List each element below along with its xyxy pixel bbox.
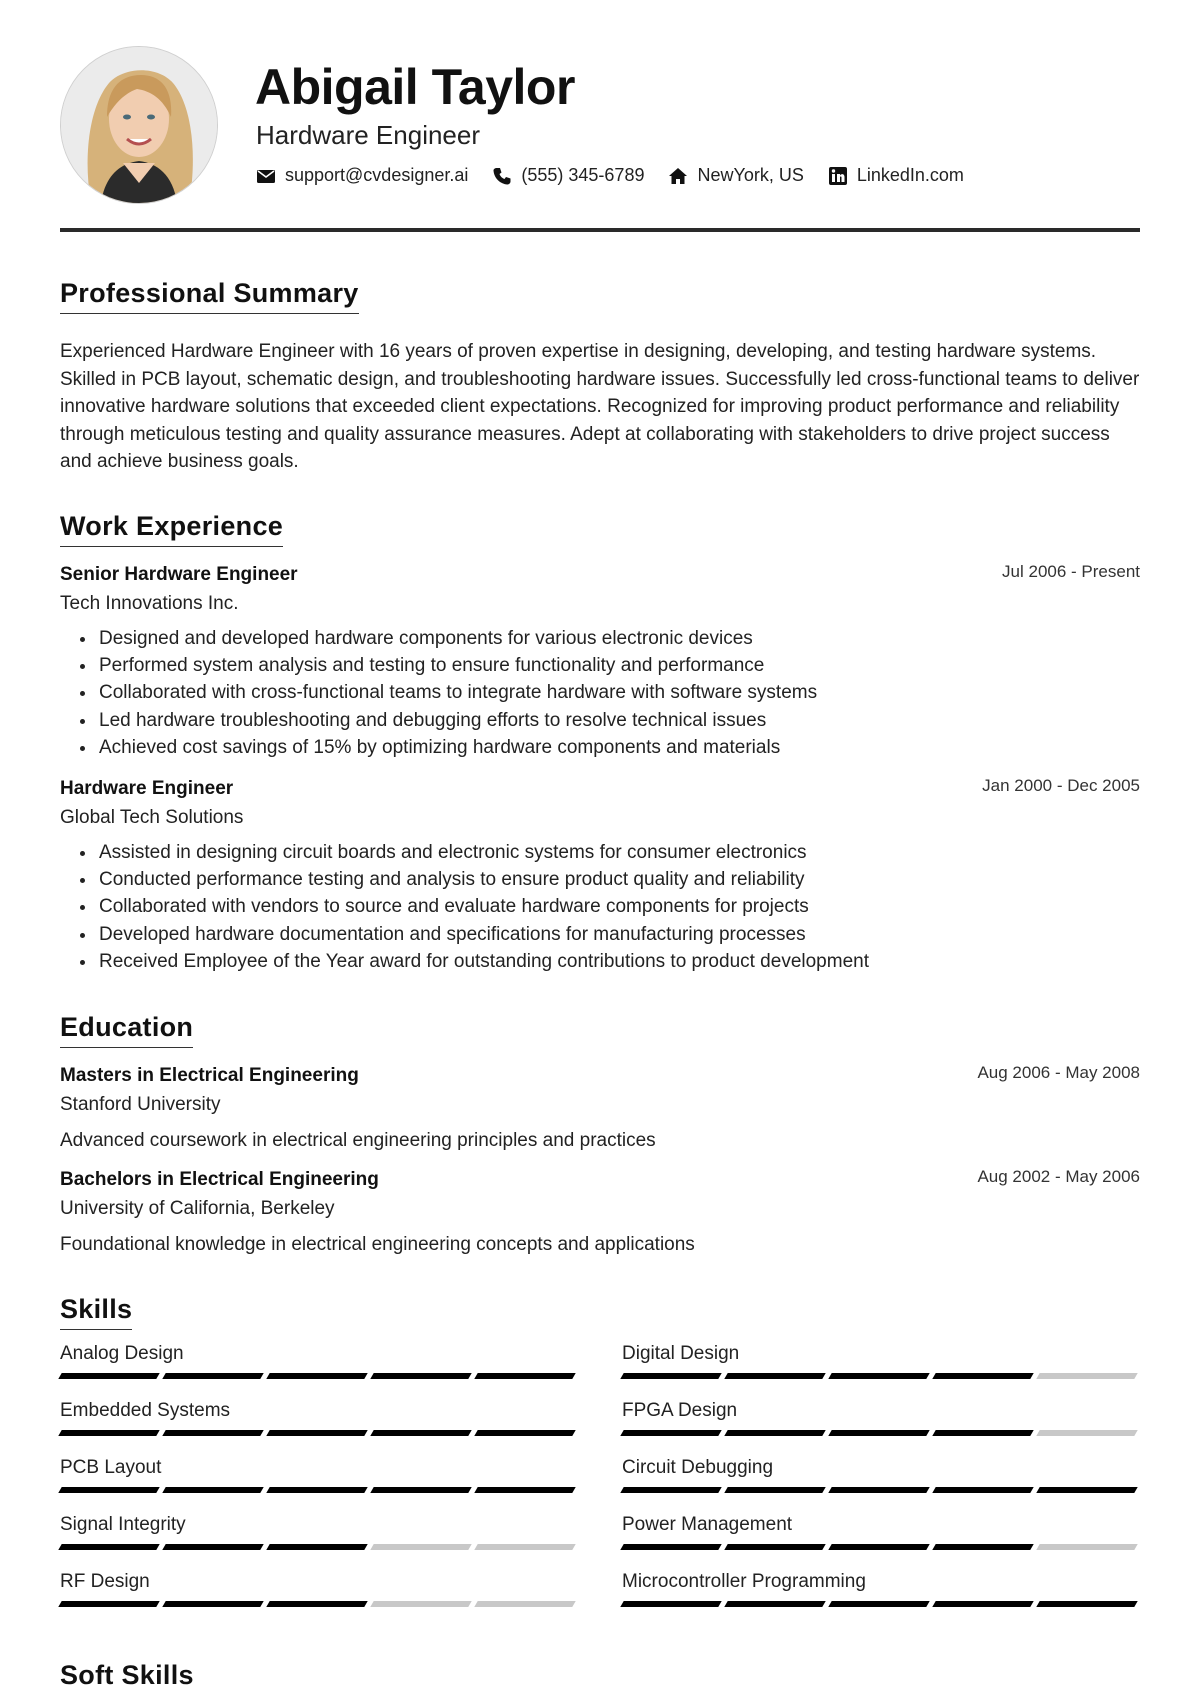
skill-level-segment-filled	[370, 1373, 471, 1379]
skill-item	[622, 1457, 1140, 1493]
skill-level-segment-filled	[620, 1430, 721, 1436]
avatar	[60, 46, 218, 204]
skill-level-segment-filled	[932, 1373, 1033, 1379]
skill-name: Embedded Systems	[60, 1400, 231, 1421]
skill-level-segment-filled	[620, 1544, 721, 1550]
skill-level-segment-filled	[58, 1544, 159, 1550]
skill-level-segment-filled	[266, 1373, 367, 1379]
skill-level-bar	[60, 1430, 578, 1436]
skill-level-segment-empty	[1036, 1373, 1137, 1379]
skill-item	[622, 1571, 1140, 1607]
skill-name: Power Management	[622, 1514, 793, 1535]
experience-heading: Work Experience	[60, 511, 283, 547]
education-school: Stanford University	[60, 1094, 221, 1115]
skill-item	[622, 1514, 1140, 1550]
job-bullet: • Conducted performance testing and analysis to ensure product quality and reliability	[97, 866, 1140, 893]
skill-level-bar	[622, 1544, 1140, 1550]
skill-level-bar	[60, 1544, 578, 1550]
job-entry	[60, 778, 1140, 975]
contact-phone[interactable]	[492, 165, 644, 186]
skill-item	[622, 1400, 1140, 1436]
education-school: University of California, Berkeley	[60, 1198, 335, 1219]
job-company: Tech Innovations Inc.	[60, 593, 239, 614]
job-entry	[60, 564, 1140, 761]
job-bullet: • Collaborated with vendors to source and evaluate hardware components for projects	[97, 893, 1140, 920]
skill-name: Signal Integrity	[60, 1514, 186, 1535]
skill-level-segment-filled	[58, 1430, 159, 1436]
skill-level-bar	[622, 1601, 1140, 1607]
skill-level-segment-filled	[162, 1601, 263, 1607]
candidate-name: Abigail Taylor	[255, 59, 575, 115]
phone-icon	[492, 166, 512, 186]
skill-level-segment-filled	[932, 1601, 1033, 1607]
skill-item	[622, 1343, 1140, 1379]
skill-level-segment-filled	[828, 1487, 929, 1493]
job-bullets	[60, 839, 1140, 975]
skill-level-segment-empty	[474, 1601, 575, 1607]
skill-level-segment-filled	[266, 1544, 367, 1550]
job-bullet: • Received Employee of the Year award for outstanding contributions to product development	[97, 948, 1140, 975]
skill-level-segment-filled	[620, 1487, 721, 1493]
contact-email[interactable]	[256, 165, 468, 186]
contact-phone-text: (555) 345-6789	[521, 165, 645, 185]
skill-level-bar	[60, 1601, 578, 1607]
skill-level-segment-filled	[474, 1487, 575, 1493]
skill-name: Microcontroller Programming	[622, 1571, 866, 1592]
skill-item	[60, 1400, 578, 1436]
skill-name: PCB Layout	[60, 1457, 162, 1478]
skill-level-bar	[622, 1487, 1140, 1493]
education-entry	[60, 1169, 1140, 1258]
skill-level-segment-filled	[828, 1544, 929, 1550]
skill-level-segment-filled	[266, 1487, 367, 1493]
skill-level-segment-filled	[162, 1430, 263, 1436]
job-dates: Jul 2006 - Present	[1002, 562, 1140, 581]
header-divider	[60, 228, 1140, 232]
skill-level-segment-filled	[724, 1601, 825, 1607]
job-bullet: • Collaborated with cross-functional teams to integrate hardware with software systems	[97, 679, 1140, 706]
job-bullet: • Developed hardware documentation and specifications for manufacturing processes	[97, 921, 1140, 948]
skill-level-segment-empty	[474, 1544, 575, 1550]
job-bullet: • Performed system analysis and testing to ensure functionality and performance	[97, 652, 1140, 679]
education-entry	[60, 1065, 1140, 1154]
skill-level-segment-empty	[1036, 1430, 1137, 1436]
skill-name: Circuit Debugging	[622, 1457, 774, 1478]
skill-level-segment-filled	[474, 1373, 575, 1379]
skill-level-segment-filled	[58, 1487, 159, 1493]
job-role: Hardware Engineer	[60, 778, 234, 799]
education-description: Foundational knowledge in electrical engineering concepts and applications	[60, 1234, 695, 1255]
candidate-title: Hardware Engineer	[256, 120, 481, 150]
skill-level-segment-filled	[828, 1601, 929, 1607]
contact-linkedin-text: LinkedIn.com	[856, 165, 964, 185]
resume-page	[60, 0, 1140, 1690]
skill-level-segment-empty	[370, 1601, 471, 1607]
skill-level-segment-filled	[162, 1487, 263, 1493]
job-bullet: • Led hardware troubleshooting and debugging efforts to resolve technical issues	[97, 707, 1140, 734]
skill-level-segment-filled	[162, 1373, 263, 1379]
soft-skills-heading: Soft Skills	[60, 1660, 194, 1690]
skill-level-segment-filled	[932, 1544, 1033, 1550]
skill-item	[60, 1343, 578, 1379]
skill-level-segment-filled	[474, 1430, 575, 1436]
education-dates: Aug 2006 - May 2008	[977, 1063, 1140, 1082]
job-dates: Jan 2000 - Dec 2005	[982, 776, 1140, 795]
job-bullet: • Achieved cost savings of 15% by optimizing hardware components and materials	[97, 734, 1140, 761]
skill-level-segment-filled	[58, 1601, 159, 1607]
skill-level-segment-filled	[828, 1373, 929, 1379]
education-dates: Aug 2002 - May 2006	[977, 1167, 1140, 1186]
skill-level-segment-filled	[162, 1544, 263, 1550]
education-degree: Masters in Electrical Engineering	[60, 1065, 359, 1086]
skill-name: Digital Design	[622, 1343, 740, 1364]
skill-level-segment-filled	[370, 1430, 471, 1436]
skill-level-segment-filled	[932, 1430, 1033, 1436]
skill-level-segment-filled	[1036, 1601, 1137, 1607]
skill-level-segment-filled	[58, 1373, 159, 1379]
contact-linkedin[interactable]	[828, 165, 964, 186]
envelope-icon	[256, 166, 276, 186]
job-company: Global Tech Solutions	[60, 807, 244, 828]
skill-level-segment-filled	[266, 1430, 367, 1436]
skill-level-segment-filled	[266, 1601, 367, 1607]
skill-level-segment-filled	[620, 1601, 721, 1607]
skill-level-segment-filled	[370, 1487, 471, 1493]
summary-text: Experienced Hardware Engineer with 16 years of proven expertise in designing, developing, and testing hardware systems. Skilled in PCB layout, schematic design, and troubleshooting hardware issues. Successfully led cross-functional teams to deliver innovative hardware solutions that exceeded client expectations. Recognized for improving product performance and reliability through meticulous testing and quality assurance measures. Adept at collaborating with stakeholders to drive project success and achieve business goals.	[60, 341, 1140, 472]
skill-level-segment-filled	[932, 1487, 1033, 1493]
resume-header	[60, 0, 1140, 236]
skill-item	[60, 1571, 578, 1607]
education-degree: Bachelors in Electrical Engineering	[60, 1169, 379, 1190]
education-description: Advanced coursework in electrical engineering principles and practices	[60, 1130, 656, 1151]
skill-level-bar	[60, 1487, 578, 1493]
skill-level-bar	[622, 1373, 1140, 1379]
linkedin-icon	[828, 166, 848, 186]
skill-item	[60, 1457, 578, 1493]
skill-name: RF Design	[60, 1571, 150, 1592]
skill-level-segment-filled	[724, 1544, 825, 1550]
skill-level-bar	[622, 1430, 1140, 1436]
skill-level-segment-empty	[370, 1544, 471, 1550]
summary-heading: Professional Summary	[60, 278, 359, 314]
contact-location-text: NewYork, US	[697, 165, 804, 185]
job-bullet: • Designed and developed hardware components for various electronic devices	[97, 625, 1140, 652]
job-bullet: • Assisted in designing circuit boards and electronic systems for consumer electronics	[97, 839, 1140, 866]
skill-level-segment-filled	[724, 1487, 825, 1493]
contact-location	[668, 165, 803, 186]
skill-name: FPGA Design	[622, 1400, 738, 1421]
skill-level-segment-empty	[1036, 1544, 1137, 1550]
home-icon	[668, 166, 688, 186]
contact-bar	[256, 165, 964, 186]
skill-name: Analog Design	[60, 1343, 184, 1364]
job-role: Senior Hardware Engineer	[60, 564, 298, 585]
skill-level-segment-filled	[724, 1373, 825, 1379]
skill-item	[60, 1514, 578, 1550]
skill-level-bar	[60, 1373, 578, 1379]
skill-level-segment-filled	[724, 1430, 825, 1436]
skill-level-segment-filled	[828, 1430, 929, 1436]
skills-heading: Skills	[60, 1294, 132, 1330]
education-heading: Education	[60, 1012, 193, 1048]
skill-level-segment-filled	[620, 1373, 721, 1379]
contact-email-text: support@cvdesigner.ai	[285, 165, 469, 185]
job-bullets	[60, 625, 1140, 761]
skill-level-segment-filled	[1036, 1487, 1137, 1493]
